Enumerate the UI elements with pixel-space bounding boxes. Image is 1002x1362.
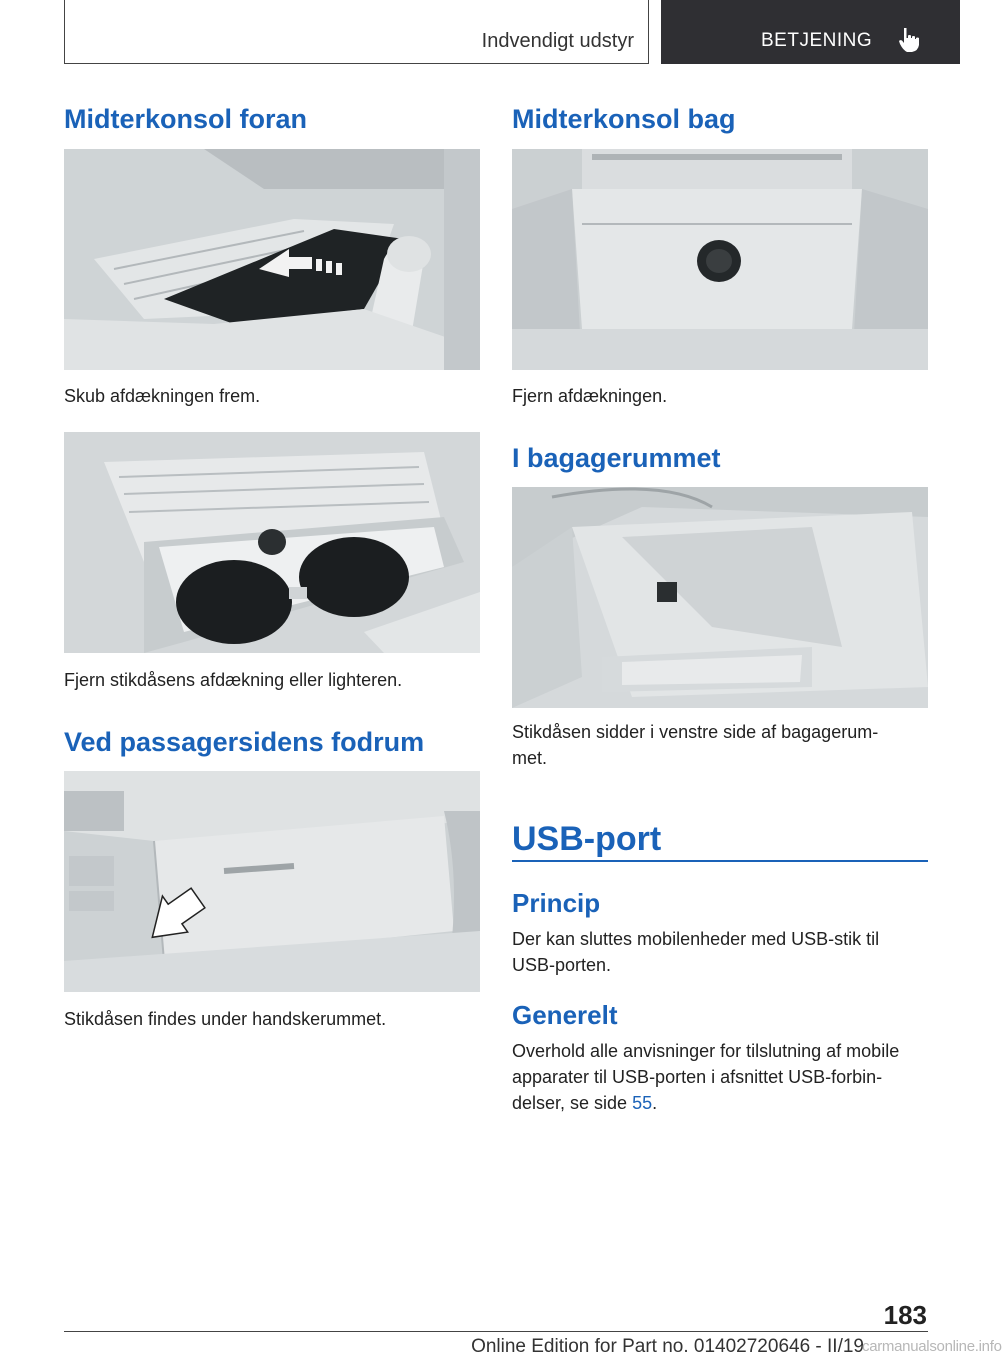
caption-push-cover: Skub afdækningen frem.	[64, 386, 261, 406]
header-chapter-tab[interactable]	[661, 0, 960, 64]
page-link-55[interactable]: 55	[632, 1093, 653, 1113]
text-generelt-line3: delser, se side	[512, 1093, 633, 1113]
text-generelt	[512, 1038, 899, 1116]
text-princip-line1: Der kan sluttes mobilenheder med USB-stik til	[512, 929, 880, 949]
heading-midterkonsol-foran: Midterkonsol foran	[64, 104, 308, 134]
usb-heading-rule	[512, 860, 928, 862]
heading-luggage-compartment: I bagagerummet	[512, 443, 721, 473]
header-chapter-label: BETJENING	[761, 30, 873, 51]
heading-princip: Princip	[512, 888, 601, 918]
text-princip	[512, 926, 879, 978]
image-trunk-socket	[512, 487, 928, 708]
caption-socket-under-glovebox: Stikdåsen findes under handskerummet.	[64, 1009, 387, 1029]
image-rear-console	[512, 149, 928, 370]
watermark: carmanualsonline.info	[862, 1338, 1002, 1355]
hand-pointer-icon	[897, 26, 921, 54]
caption-socket-left-side-line2: met.	[512, 748, 548, 768]
image-front-console-cover	[64, 149, 480, 370]
header-left-border	[64, 0, 65, 64]
image-socket-lighter	[64, 432, 480, 653]
image-glovebox-socket	[64, 771, 480, 992]
heading-usb-port: USB-port	[512, 820, 662, 858]
text-generelt-line3-end: .	[652, 1093, 658, 1113]
page-number: 183	[883, 1300, 927, 1330]
caption-socket-left-side	[512, 719, 878, 771]
heading-generelt: Generelt	[512, 1000, 618, 1030]
text-generelt-line1: Overhold alle anvisninger for tilslutning af mobile	[512, 1041, 900, 1061]
caption-socket-left-side-line1: Stikdåsen sidder i venstre side af bagagerum-	[512, 722, 879, 742]
caption-remove-cover-rear: Fjern afdækningen.	[512, 386, 668, 406]
caption-remove-socket-cover: Fjern stikdåsens afdækning eller lighteren.	[64, 670, 403, 690]
footer-edition: Online Edition for Part no. 01402720646 - II/19	[471, 1336, 864, 1357]
text-princip-line2: USB-porten.	[512, 955, 612, 975]
header-separator	[648, 0, 649, 64]
header-bottom-border	[64, 63, 648, 64]
text-generelt-line2: apparater til USB-porten i afsnittet USB-forbin-	[512, 1067, 883, 1087]
heading-passenger-footwell: Ved passagersidens fodrum	[64, 727, 425, 757]
header-section-title: Indvendigt udstyr	[481, 30, 634, 52]
footer-rule	[64, 1331, 928, 1332]
heading-midterkonsol-bag: Midterkonsol bag	[512, 104, 736, 134]
